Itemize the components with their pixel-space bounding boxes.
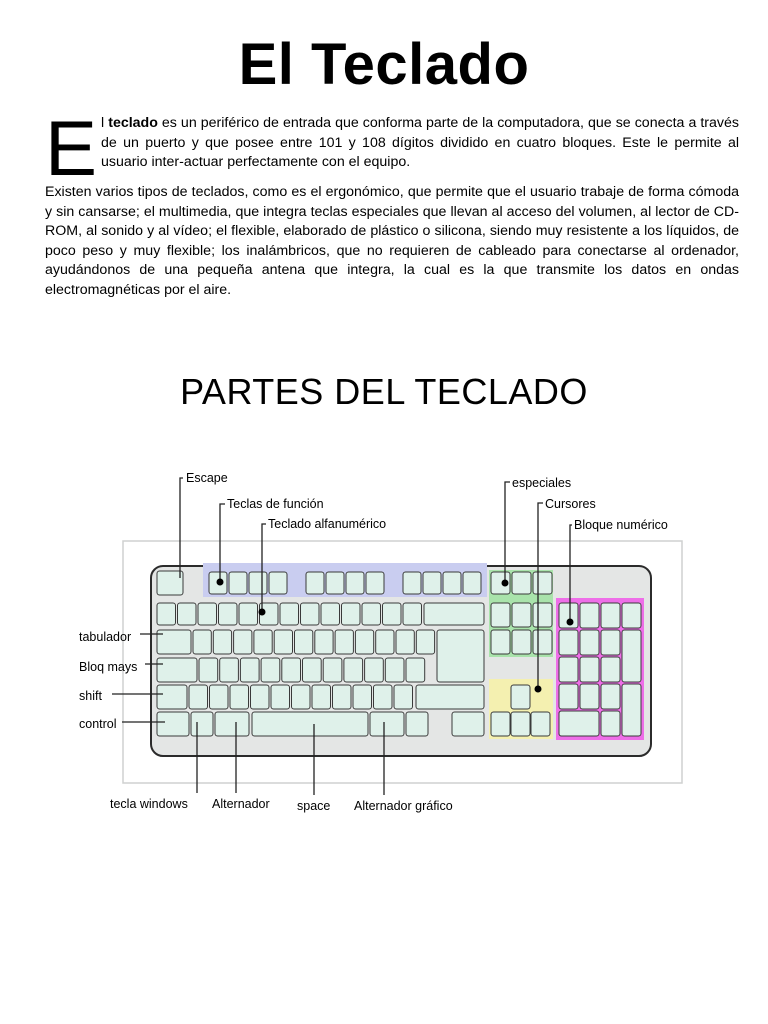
alnum-key [374, 685, 393, 709]
arrow-right-key [531, 712, 550, 736]
leader-numerico-dot [567, 619, 574, 626]
leader-funcion [220, 504, 225, 582]
label-alternador: Alternador [212, 797, 270, 811]
alnum-key [394, 685, 413, 709]
alnum-key [383, 603, 402, 625]
alnum-key [198, 603, 217, 625]
key-group [157, 571, 641, 736]
special-key [533, 572, 552, 594]
alnum-key [365, 658, 384, 682]
numpad-key [601, 603, 620, 628]
alnum-key [157, 603, 176, 625]
numpad-key [559, 684, 578, 709]
special-key [512, 603, 531, 627]
function-key [269, 572, 287, 594]
alnum-key [220, 658, 239, 682]
alnum-key [315, 630, 333, 654]
alnum-key [323, 658, 342, 682]
function-key [366, 572, 384, 594]
function-key [326, 572, 344, 594]
label-cursores: Cursores [545, 497, 596, 511]
numpad-key [559, 603, 578, 628]
arrow-up-key [511, 685, 530, 709]
menu-key [406, 712, 428, 736]
alnum-key [362, 603, 381, 625]
leader-numerico [570, 525, 572, 622]
arrow-down-key [511, 712, 530, 736]
intro-lead: l [101, 115, 109, 131]
alnum-key [333, 685, 352, 709]
alnum-key [193, 630, 211, 654]
numpad-key [559, 711, 578, 736]
function-key [443, 572, 461, 594]
numpad-key [622, 603, 641, 628]
special-key [491, 603, 510, 627]
alnum-key [251, 685, 270, 709]
label-especiales: especiales [512, 476, 572, 490]
alnum-key [234, 630, 252, 654]
label-shift: shift [79, 689, 102, 703]
alnum-key [406, 658, 425, 682]
arrow-left-key [491, 712, 510, 736]
function-key [403, 572, 421, 594]
alnum-key [303, 658, 322, 682]
alnum-key [396, 630, 414, 654]
shift-left-key [157, 685, 187, 709]
alnum-key [376, 630, 394, 654]
leader-alfanumerico-dot [259, 609, 266, 616]
label-windows: tecla windows [110, 797, 188, 811]
capslock-key [157, 658, 197, 682]
drop-cap: E [45, 104, 98, 192]
alnum-key [385, 658, 404, 682]
alnum-key [210, 685, 229, 709]
numpad-key [601, 657, 620, 682]
alnum-key [178, 603, 197, 625]
label-alt-grafico: Alternador gráfico [354, 799, 453, 813]
esc-key [157, 571, 183, 595]
special-key [533, 603, 552, 627]
label-escape: Escape [186, 471, 228, 485]
windows-key [191, 712, 213, 736]
numpad-key [601, 684, 620, 709]
space-key [252, 712, 368, 736]
alnum-key [230, 685, 249, 709]
label-funcion: Teclas de función [227, 497, 324, 511]
alnum-key [301, 603, 320, 625]
cursor-block [489, 679, 553, 739]
alnum-key [353, 685, 372, 709]
leader-escape [180, 478, 183, 578]
alnum-key [312, 685, 331, 709]
alnum-key [199, 658, 218, 682]
alnum-key [280, 603, 299, 625]
enter-key [437, 630, 484, 682]
function-key [209, 572, 227, 594]
alnum-key [271, 685, 290, 709]
alt-key [215, 712, 249, 736]
special-key [512, 572, 531, 594]
numpad-key [601, 630, 620, 655]
numpad-key [559, 657, 578, 682]
function-key [306, 572, 324, 594]
numpad-key [580, 630, 599, 655]
alnum-key [344, 658, 363, 682]
ctrl-right-key [452, 712, 484, 736]
function-key [229, 572, 247, 594]
intro-paragraph [45, 104, 739, 192]
special-block [489, 570, 553, 657]
alnum-key [219, 603, 238, 625]
label-numerico: Bloque numérico [574, 518, 668, 532]
numpad-plus-key [622, 630, 641, 682]
function-key [463, 572, 481, 594]
alnum-key [239, 603, 258, 625]
page-title: El Teclado [238, 32, 530, 97]
numpad-zero-key [559, 711, 599, 736]
alnum-key [355, 630, 373, 654]
alnum-key [213, 630, 231, 654]
alnum-key [335, 630, 353, 654]
label-alfanumerico: Teclado alfanumérico [268, 517, 387, 531]
leader-especiales [505, 482, 510, 583]
alnum-key [295, 630, 313, 654]
label-bloq-mays: Bloq mays [79, 660, 138, 674]
special-key [491, 572, 510, 594]
tab-key [157, 630, 191, 654]
types-paragraph: Existen varios tipos de teclados, como es el ergonómico, que permite que el usuario trabaje de forma cómoda y sin cansarse; el multimedia, que integra teclas especiales que llevan al acceso del volumen, al lector de CD-ROM, al sonido y al vídeo; el flexible, elaborado de plástico o silicona, siendo muy resistente a los líquidos, de poco peso y muy flexible; los inalámbricos, que no requieren de cableado para conectarse al ordenador, ayudándonos de una pequeña antena que integra, la cual es la que transmite los datos en ondas electromagnéticas por el aire. [45, 184, 739, 298]
diagram-title: PARTES DEL TECLADO [180, 371, 588, 412]
numpad-key [559, 630, 578, 655]
alnum-key [292, 685, 311, 709]
leader-cursores [538, 503, 543, 689]
ctrl-left-key [157, 712, 189, 736]
leader-especiales-dot [502, 580, 509, 587]
function-key [249, 572, 267, 594]
function-key [346, 572, 364, 594]
special-key [491, 630, 510, 654]
numpad-enter-key [622, 684, 641, 736]
backspace-key [424, 603, 484, 625]
leader-alfanumerico [262, 524, 266, 612]
alnum-key [240, 658, 259, 682]
intro-bold-word: teclado [108, 115, 158, 131]
label-control: control [79, 717, 117, 731]
diagram-frame [123, 541, 682, 783]
leader-cursores-dot [535, 686, 542, 693]
label-space: space [297, 799, 331, 813]
alnum-key [282, 658, 301, 682]
keyboard-body [151, 566, 651, 756]
numpad-key [580, 657, 599, 682]
alnum-key [416, 630, 434, 654]
special-key [533, 630, 552, 654]
special-key [512, 630, 531, 654]
function-key [423, 572, 441, 594]
alnum-key [260, 603, 279, 625]
leader-funcion-dot [217, 579, 224, 586]
alnum-key [261, 658, 280, 682]
alnum-key [321, 603, 340, 625]
numpad-dot-key [601, 711, 620, 736]
numpad-key [580, 603, 599, 628]
numeric-block [556, 598, 644, 740]
label-tabulador: tabulador [79, 630, 132, 644]
altgr-key [370, 712, 404, 736]
alnum-key [189, 685, 208, 709]
numpad-key [580, 684, 599, 709]
alnum-key [403, 603, 422, 625]
function-block [203, 563, 487, 597]
intro-text: es un periférico de entrada que conforma parte de la computadora, que se conecta a través de un puerto y que posee entre 101 y 108 dígitos dividido en cuatro bloques. Este le permite al usuario inter-actuar perfectamente con el equipo. [101, 115, 739, 170]
alnum-key [254, 630, 272, 654]
alnum-key [342, 603, 361, 625]
shift-right-key [416, 685, 484, 709]
alnum-key [274, 630, 292, 654]
